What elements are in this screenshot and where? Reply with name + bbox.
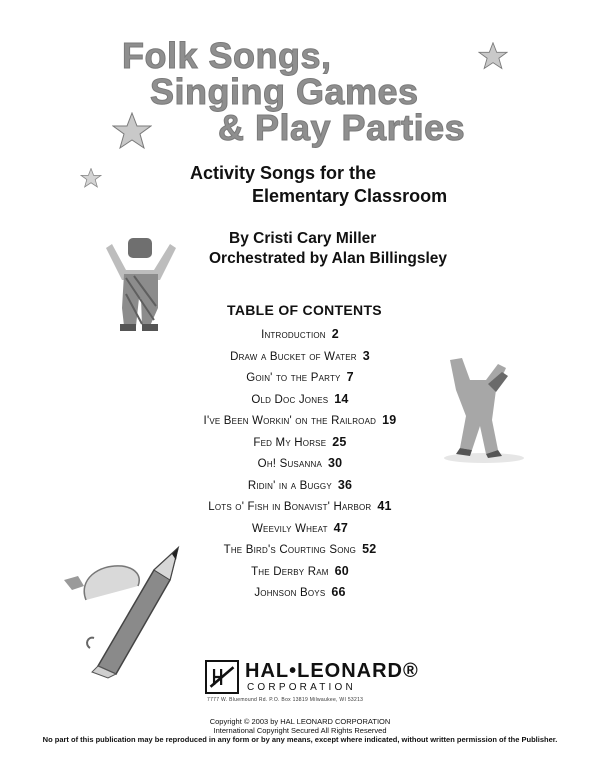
toc-item [150,346,450,368]
toc-item [150,410,450,432]
copyright-block [0,717,600,744]
publisher-address: 7777 W. Bluemound Rd. P.O. Box 13819 Milwaukee, WI 53213 [207,697,364,703]
toc-item [150,561,450,583]
toc-item-title: Draw a Bucket of Water [230,350,357,363]
toc-item-title: The Derby Ram [251,565,329,578]
toc-item-page: 30 [328,456,343,470]
star-icon [80,168,102,188]
toc-item-page: 66 [331,585,346,599]
toc-item-page: 41 [377,499,392,513]
toc-heading: TABLE OF CONTENTS [227,302,382,318]
toc-item-title: Introduction [261,329,326,341]
toc-item [150,324,450,346]
copyright-line-1: Copyright © 2003 by HAL LEONARD CORPORATION [209,717,391,726]
toc-list [150,324,450,604]
toc-item-page: 47 [333,520,348,535]
publisher-logo [205,658,419,706]
toc-item [150,432,450,454]
child-figure-icon [98,236,182,332]
title-line-2: Singing Games [150,71,419,112]
title-line-1: Folk Songs, [122,35,332,76]
toc-item-page: 14 [334,391,349,406]
toc-item [150,367,450,389]
publisher-name: HAL•LEONARD® [245,660,419,682]
toc-item-title: Johnson Boys [254,587,326,599]
toc-item-title: Lots o' Fish in Bonavist' Harbor [208,501,372,513]
copyright-notice: No part of this publication may be reproduced in any form or by any means, except where indicated, without written permission of the Publisher. [42,735,558,744]
toc-item-page: 25 [332,434,347,449]
book-title [122,35,502,148]
dancer-figure-icon [440,350,530,465]
credits [209,229,509,269]
toc-item-title: I've Been Workin' on the Railroad [203,415,377,427]
subtitle-line-2: Elementary Classroom [252,186,448,206]
toc-item [150,518,450,540]
subtitle-line-1: Activity Songs for the [190,163,377,183]
publisher-corp: CORPORATION [247,682,356,693]
toc-item [150,539,450,561]
toc-item [150,582,450,604]
toc-item-page: 36 [337,477,353,492]
toc-item-page: 3 [362,348,370,363]
toc-item-page: 2 [331,327,339,341]
toc-item-page: 52 [362,542,377,556]
toc-item-title: Old Doc Jones [251,393,329,406]
toc-item-title: Fed My Horse [253,436,327,449]
toc-item-page: 60 [334,563,349,578]
toc-item-title: Ridin' in a Buggy [247,479,332,492]
hal-leonard-logo-icon [205,660,239,694]
author-credit: By Cristi Cary Miller [229,230,377,247]
toc-item-page: 19 [382,413,397,427]
toc-item-title: Weevily Wheat [252,522,328,535]
toc-item-title: Oh! Susanna [257,458,322,470]
toc-item [150,496,450,518]
copyright-line-2: International Copyright Secured All Rights Reserved [213,726,387,735]
toc-item [150,475,450,497]
book-subtitle [190,162,490,208]
toc-item [150,453,450,475]
toc-item [150,389,450,411]
toc-item-title: The Bird's Courting Song [223,544,357,556]
toc-item-title: Goin' to the Party [246,372,341,384]
toc-item-page: 7 [346,370,354,384]
orchestrator-credit: Orchestrated by Alan Billingsley [209,250,448,267]
title-line-3: & Play Parties [218,107,466,148]
